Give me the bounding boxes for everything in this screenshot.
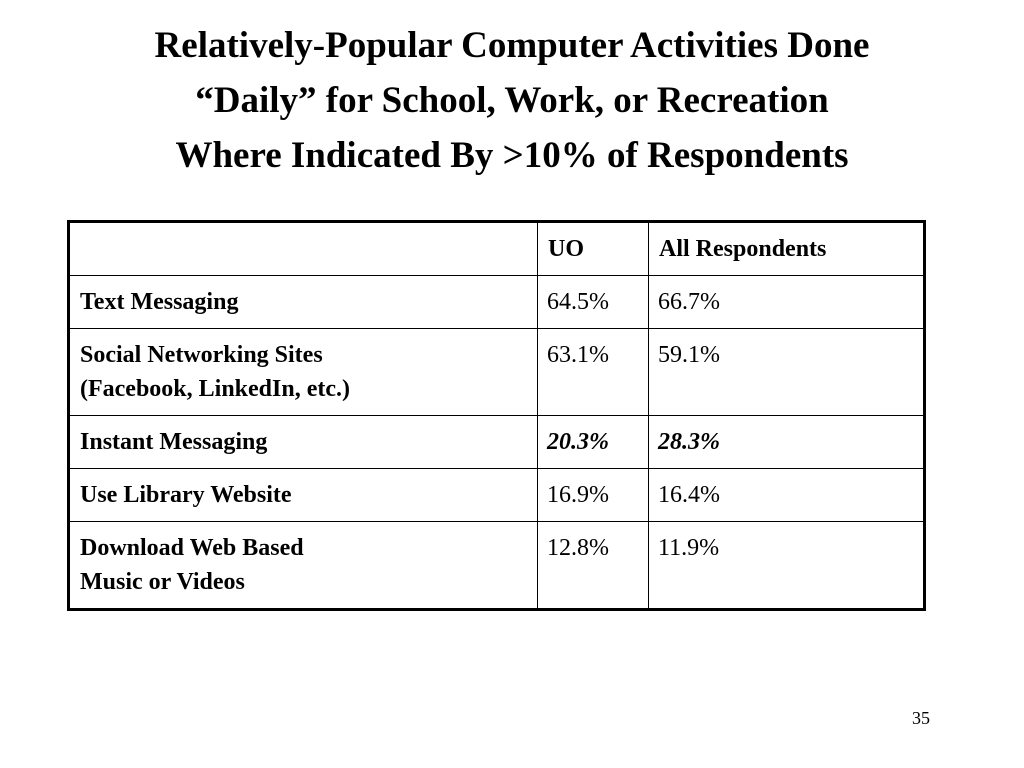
row-label [69, 416, 538, 469]
uo-value: 12.8% [538, 522, 649, 610]
row-label-line: Social Networking Sites [80, 342, 323, 368]
row-label-line: Use Library Website [80, 482, 292, 508]
all-respondents-value: 28.3% [649, 416, 925, 469]
uo-value: 64.5% [538, 276, 649, 329]
table-row [69, 329, 925, 416]
title-line-1: Relatively-Popular Computer Activities Done [154, 25, 870, 66]
all-respondents-value: 66.7% [649, 276, 925, 329]
row-label [69, 469, 538, 522]
row-label-line: (Facebook, LinkedIn, etc.) [80, 376, 350, 402]
table-row [69, 469, 925, 522]
slide-title [0, 18, 1024, 183]
row-label-line: Text Messaging [80, 289, 239, 315]
table-row [69, 522, 925, 610]
all-respondents-value: 59.1% [649, 329, 925, 416]
row-label [69, 276, 538, 329]
row-label [69, 329, 538, 416]
title-line-2: “Daily” for School, Work, or Recreation [195, 80, 829, 121]
uo-value: 20.3% [538, 416, 649, 469]
header-uo: UO [538, 222, 649, 276]
page-number: 35 [912, 708, 930, 728]
table-row [69, 416, 925, 469]
table-header-row [69, 222, 925, 276]
table-row [69, 276, 925, 329]
row-label [69, 522, 538, 610]
title-line-3: Where Indicated By >10% of Respondents [175, 135, 849, 176]
all-respondents-value: 16.4% [649, 469, 925, 522]
row-label-line: Download Web Based [80, 535, 304, 561]
header-all-respondents: All Respondents [649, 222, 925, 276]
uo-value: 16.9% [538, 469, 649, 522]
row-label-line: Instant Messaging [80, 429, 268, 455]
header-empty-cell [69, 222, 538, 276]
activities-table [67, 220, 926, 611]
row-label-line: Music or Videos [80, 569, 245, 595]
uo-value: 63.1% [538, 329, 649, 416]
all-respondents-value: 11.9% [649, 522, 925, 610]
